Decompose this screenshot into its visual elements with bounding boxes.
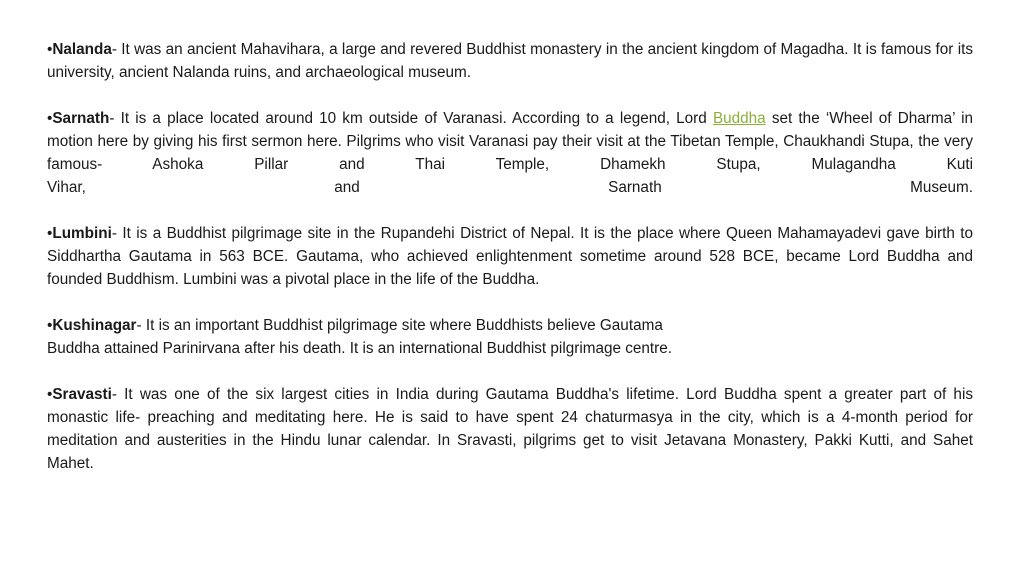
description-kushinagar-line2: Buddha attained Parinirvana after his death. It is an international Buddhist pilgrimage centre.: [47, 340, 673, 357]
bullet: •: [47, 110, 53, 127]
place-title-kushinagar: Kushinagar: [52, 317, 137, 334]
sarnath-last-line: [47, 176, 973, 199]
bullet: •: [47, 41, 53, 58]
description-sarnath-part2: set the ‘Wheel of Dharma’ in motion here by giving his first sermon here. Pilgrims who visit Varanasi pay their visit at the Tibetan Temple, Chaukhandi Stupa, the very famous- Ashoka Pillar and Thai Temple, Dhamekh Stupa, Mulagandha Kuti: [47, 110, 973, 173]
place-title-lumbini: Lumbini: [52, 225, 112, 242]
paragraph-nalanda: [47, 38, 973, 84]
paragraph-sarnath: [47, 107, 973, 199]
bullet: •: [47, 225, 53, 242]
description-sravasti: - It was one of the six largest cities in India during Gautama Buddha's lifetime. Lord Buddha spent a greater part of his monastic life- preaching and meditating here. He is said to have spent 24 chaturmasya in the city, which is a 4-month period for meditation and austerities in the Hindu lunar calendar. In Sravasti, pilgrims get to visit Jetavana Monastery, Pakki Kutti, and Sahet Mahet.: [47, 386, 973, 472]
last-line-word: Museum.: [910, 179, 973, 196]
last-line-word: and: [334, 179, 360, 196]
last-line-word: Sarnath: [608, 179, 662, 196]
bullet: •: [47, 317, 53, 334]
paragraph-sravasti: [47, 383, 973, 475]
slide-content: [47, 38, 973, 498]
description-sarnath-part1: - It is a place located around 10 km outside of Varanasi. According to a legend, Lord: [109, 110, 713, 127]
place-title-sarnath: Sarnath: [52, 110, 110, 127]
description-nalanda: - It was an ancient Mahavihara, a large and revered Buddhist monastery in the ancient kingdom of Magadha. It is famous for its university, ancient Nalanda ruins, and archaeological museum.: [47, 41, 973, 81]
description-kushinagar-line1: - It is an important Buddhist pilgrimage site where Buddhists believe Gautama: [136, 317, 663, 334]
sarnath-body: [47, 107, 973, 176]
place-title-nalanda: Nalanda: [52, 41, 112, 58]
description-lumbini: - It is a Buddhist pilgrimage site in the Rupandehi District of Nepal. It is the place where Queen Mahamayadevi gave birth to Siddhartha Gautama in 563 BCE. Gautama, who achieved enlightenment sometime around 528 BCE, became Lord Buddha and founded Buddhism. Lumbini was a pivotal place in the life of the Buddha.: [47, 225, 973, 288]
last-line-word: Vihar,: [47, 179, 86, 196]
paragraph-lumbini: [47, 222, 973, 291]
kushinagar-line-1: [47, 314, 973, 337]
bullet: •: [47, 386, 53, 403]
place-title-sravasti: Sravasti: [52, 386, 112, 403]
paragraph-kushinagar: [47, 314, 973, 360]
buddha-link[interactable]: Buddha: [712, 110, 766, 127]
